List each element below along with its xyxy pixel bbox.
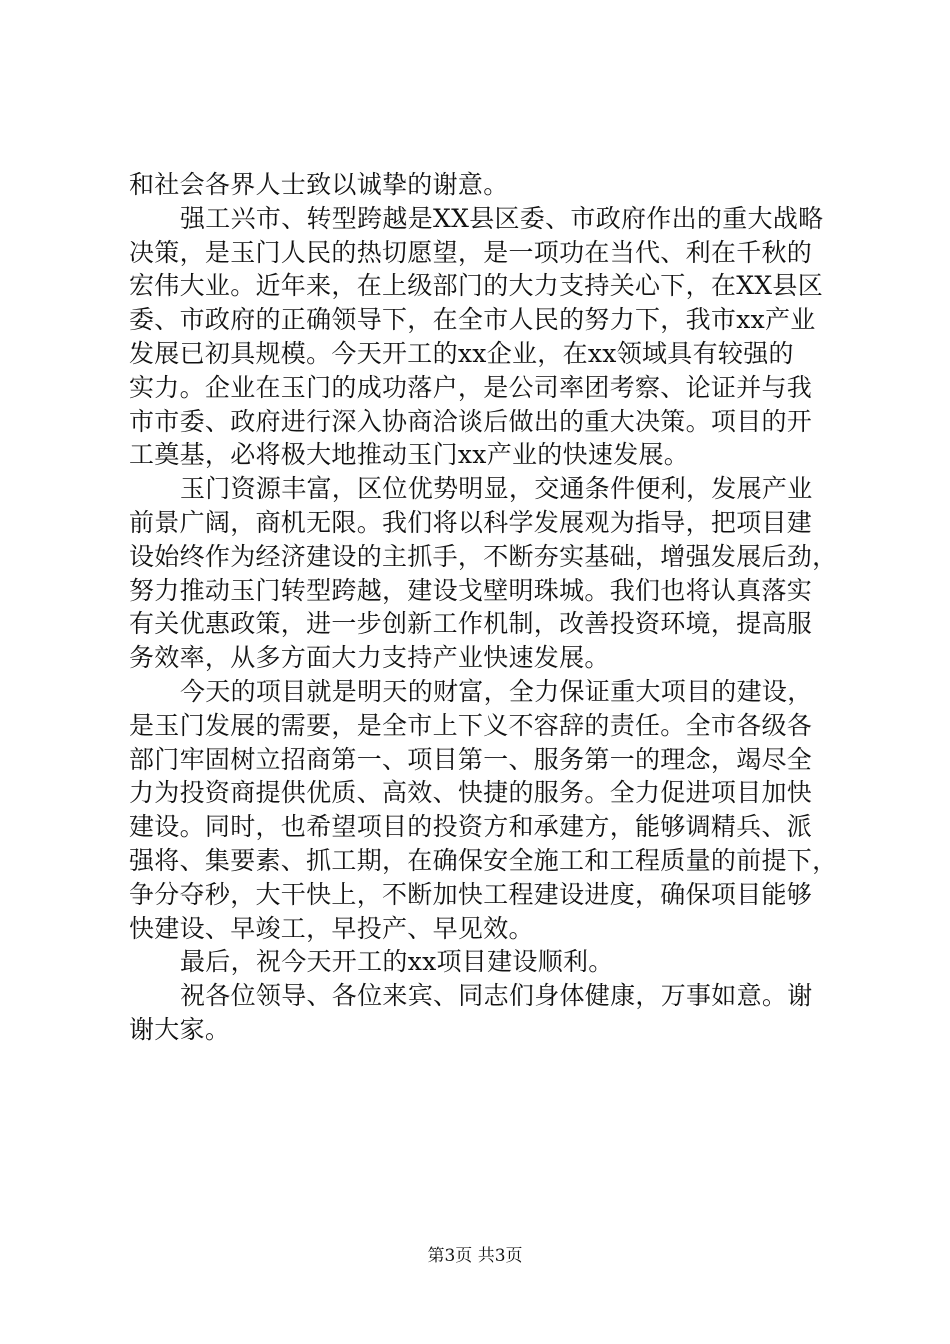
- text-line: 前景广阔，商机无限。我们将以科学发展观为指导，把项目建: [129, 507, 813, 537]
- text-line: 强将、集要素、抓工期，在确保安全施工和工程质量的前提下，: [129, 845, 838, 875]
- text-line: 决策，是玉门人民的热切愿望，是一项功在当代、利在千秋的: [129, 237, 813, 267]
- text-line: 谢大家。: [129, 1014, 231, 1044]
- text-line: 实力。企业在玉门的成功落户，是公司率团考察、论证并与我: [129, 372, 813, 402]
- text-line: 宏伟大业。近年来，在上级部门的大力支持关心下，在XX县区: [129, 271, 823, 301]
- text-line: 发展已初具规模。今天开工的xx企业，在xx领域具有较强的: [129, 338, 794, 368]
- text-line: 建设。同时，也希望项目的投资方和承建方，能够调精兵、派: [129, 812, 813, 842]
- text-line: 玉门资源丰富，区位优势明显，交通条件便利，发展产业: [180, 474, 813, 504]
- text-line: 市市委、政府进行深入协商洽谈后做出的重大决策。项目的开: [129, 406, 813, 436]
- text-line: 快建设、早竣工，早投产、早见效。: [129, 913, 534, 943]
- text-line: 和社会各界人士致以诚挚的谢意。: [129, 170, 509, 199]
- text-line: 争分夺秒，大干快上，不断加快工程建设进度，确保项目能够: [129, 879, 813, 909]
- text-line: 务效率，从多方面大力支持产业快速发展。: [129, 643, 610, 673]
- text-line: 有关优惠政策，进一步创新工作机制，改善投资环境，提高服: [129, 609, 813, 639]
- text-line: 祝各位领导、各位来宾、同志们身体健康，万事如意。谢: [180, 981, 813, 1011]
- text-line: 部门牢固树立招商第一、项目第一、服务第一的理念，竭尽全: [129, 744, 813, 774]
- text-line: 今天的项目就是明天的财富，全力保证重大项目的建设，: [180, 676, 813, 706]
- text-line: 委、市政府的正确领导下，在全市人民的努力下，我市xx产业: [129, 305, 816, 335]
- text-line: 设始终作为经济建设的主抓手，不断夯实基础，增强发展后劲，: [129, 541, 838, 571]
- text-line: 是玉门发展的需要，是全市上下义不容辞的责任。全市各级各: [129, 710, 813, 740]
- document-body: [129, 168, 839, 1047]
- text-line: 力为投资商提供优质、高效、快捷的服务。全力促进项目加快: [129, 778, 813, 808]
- text-line: 工奠基，必将极大地推动玉门xx产业的快速发展。: [129, 440, 690, 470]
- text-line: 强工兴市、转型跨越是XX县区委、市政府作出的重大战略: [180, 203, 824, 233]
- page-footer: 第3页 共3页: [427, 1246, 523, 1266]
- text-line: 最后，祝今天开工的xx项目建设顺利。: [180, 947, 614, 977]
- text-line: 努力推动玉门转型跨越，建设戈壁明珠城。我们也将认真落实: [129, 575, 813, 605]
